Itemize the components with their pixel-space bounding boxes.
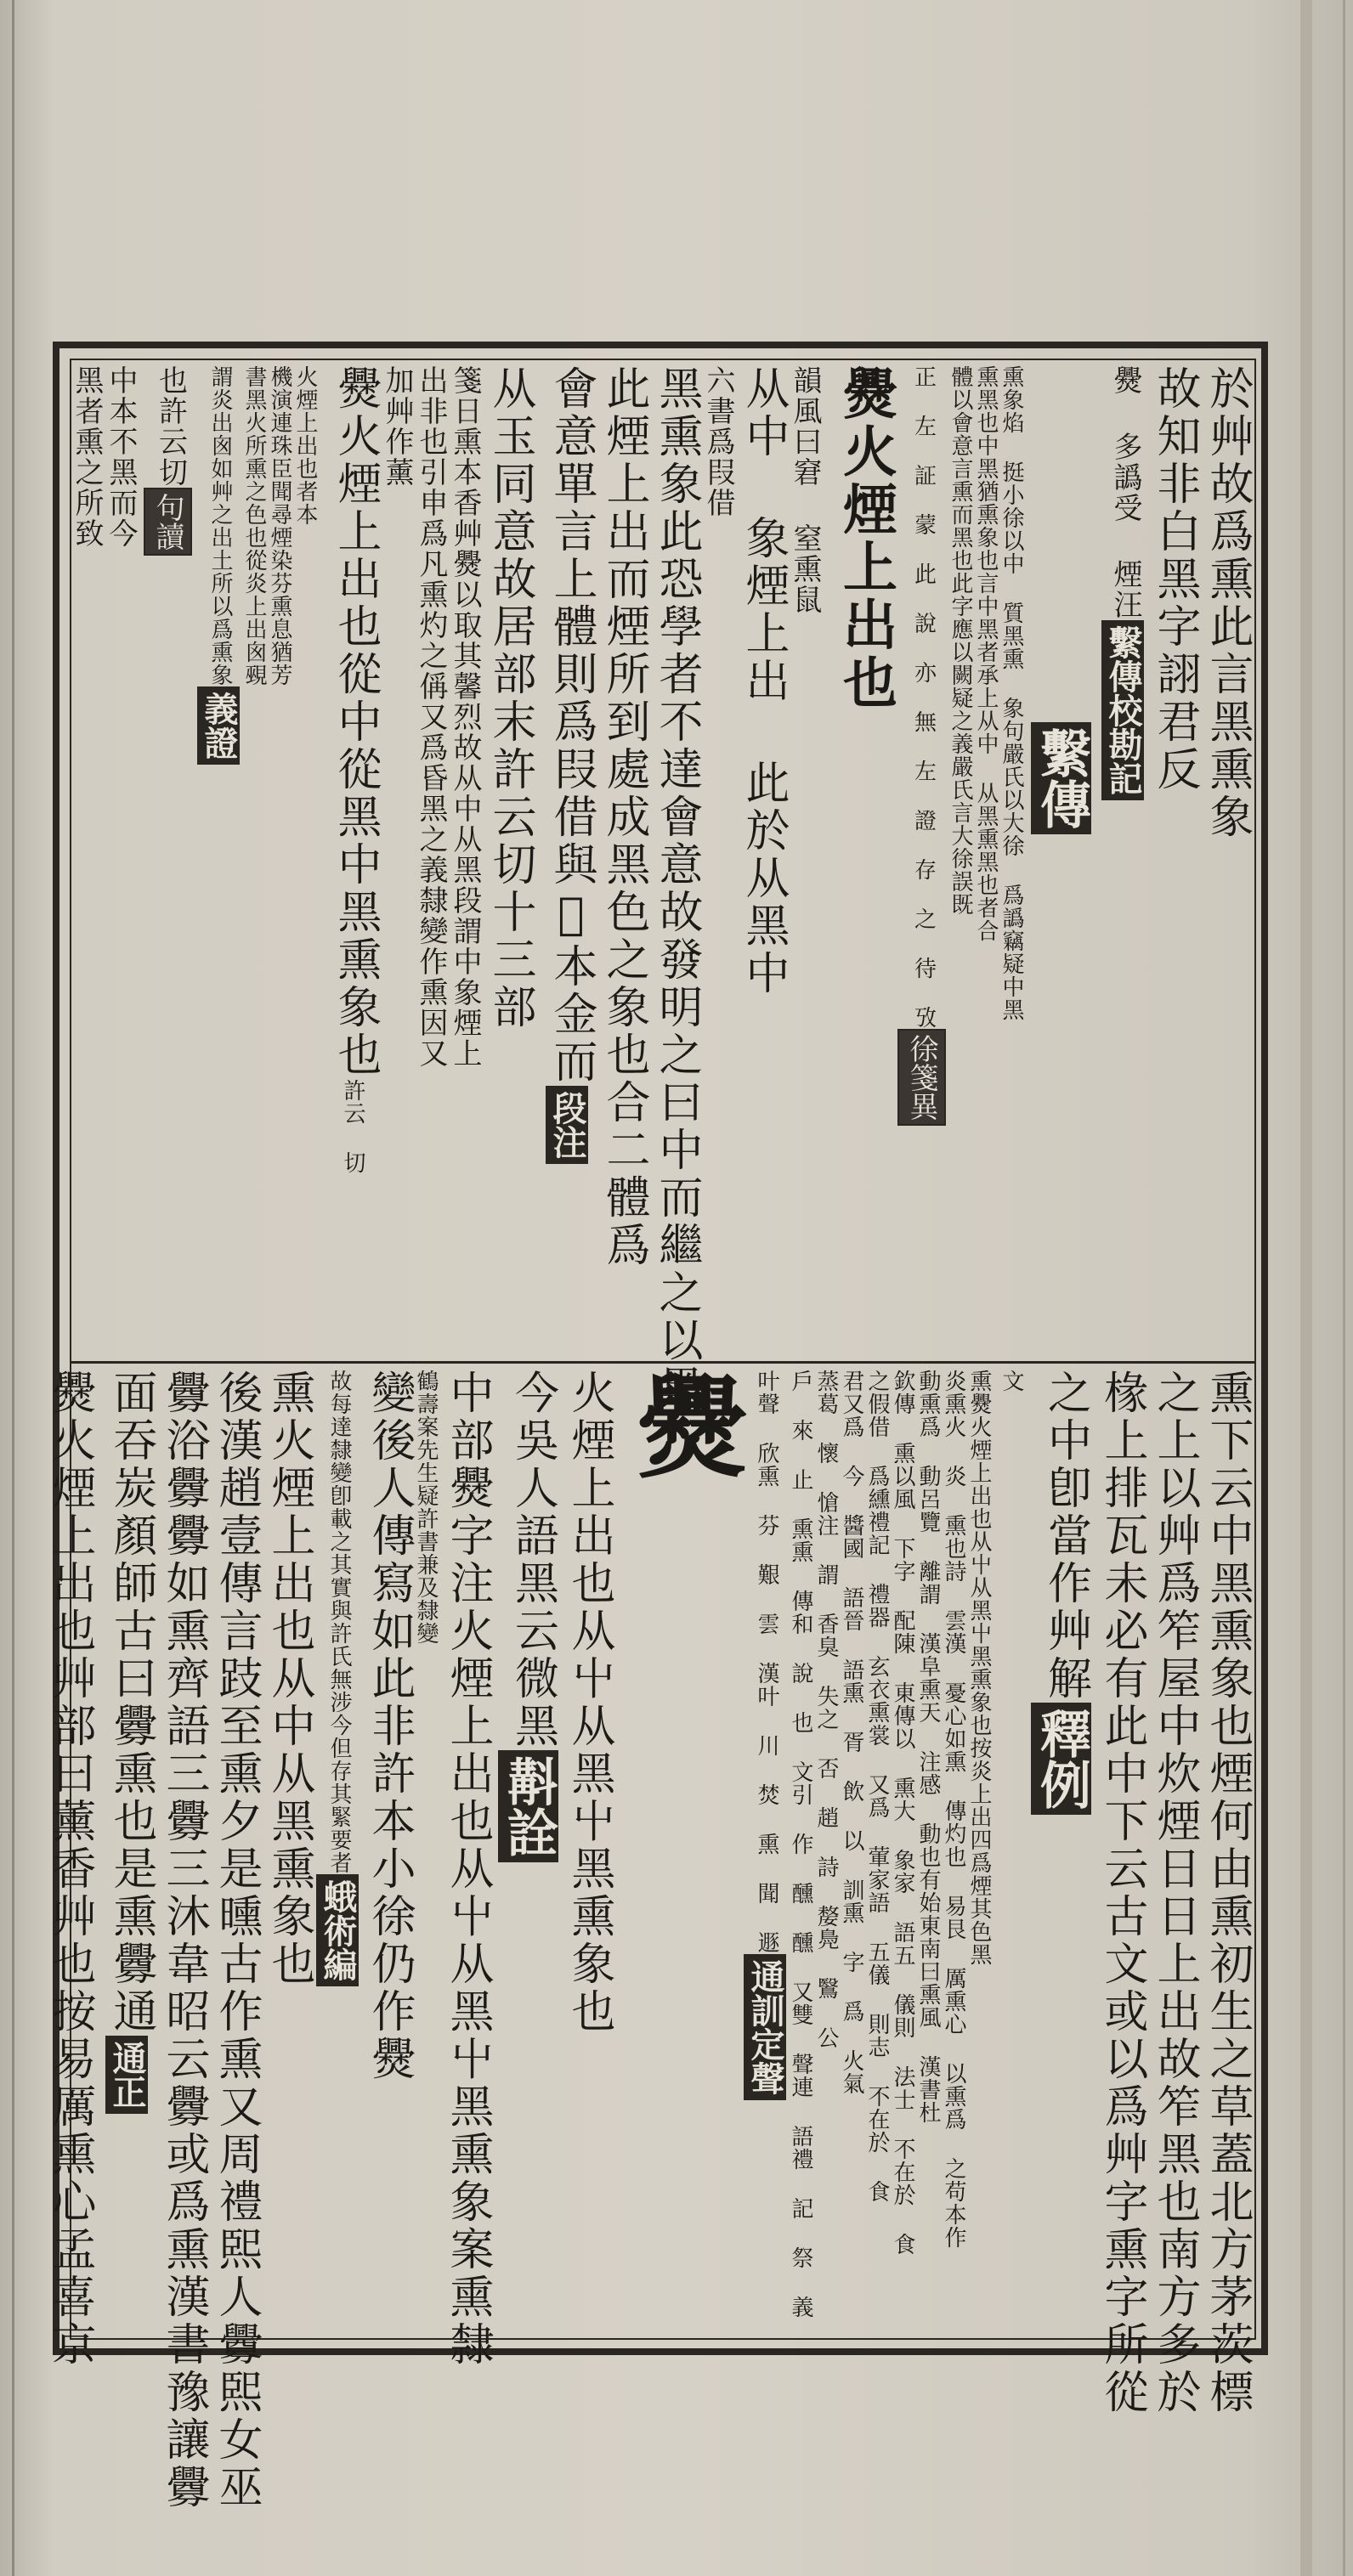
badge-yizheng: 義證: [197, 686, 240, 765]
duan-col-3-block: [541, 365, 597, 1164]
tongxun-col-5: 之假借 爲纁禮記 禮器 玄衣熏裳 又爲 葷家語 五儀 則志 不在於 食: [864, 1370, 890, 2203]
tongxun-col-7: 蒸葛 懷 愴注 謂 香臭 失之 否 趙 詩 嫠鳧 鷖 公: [813, 1370, 839, 2049]
niezhu-col-1: 變後人傳寫如此非許本小徐仍作㸑: [364, 1370, 415, 2083]
badge-xici: 繫傳: [1031, 722, 1091, 834]
binding-edge-line: [12, 0, 14, 2576]
duan-col-4: 从玉同意故居部末許云切十三部: [484, 365, 535, 1031]
tongxun-col-8: 戶 來 止 熏熏 傳和 說 也 文引 作 醺 醺 又雙 聲連 語禮 記 祭 義: [788, 1370, 813, 2319]
shili-block: [1031, 1370, 1091, 1815]
tongxun-col-4: 欽傳 熏以風 下字 配陳 東傳以 熏大 象家 語五 儀則 法士 不在於 食: [890, 1370, 915, 2256]
niezhu-badge-block: [316, 1370, 359, 1986]
jiaokan-note-1: 熏象焰 挺小徐以中 質黑熏 象句嚴氏以大徐 爲譌竊疑中黑: [999, 365, 1024, 1021]
duan-col-2: 此煙上出而煙所到處成黑色之象也合二體爲: [598, 365, 649, 1269]
jiaokan-block: [1101, 365, 1144, 800]
top-right-col-2: 故知非白黑字詡君反: [1149, 365, 1200, 794]
far-left-block: [144, 365, 192, 556]
bottom-right-col-4: 之中卽當作艸解: [1039, 1370, 1091, 1703]
yi-zheng-col-3: 書黑火所熏之色也從炎上出囪覡: [241, 365, 267, 686]
left-col-2: 釁浴釁釁如熏齊語三釁三沐韋昭云釁或爲熏漢書豫讓釁: [158, 1370, 209, 2511]
duan-note-small: 六書爲叚借: [701, 365, 735, 518]
center-entry-block: [619, 1370, 749, 1480]
badge-jiquan: 斠詮: [498, 1750, 558, 1862]
jiquan-note: 鶴壽案先生疑許書兼及隸變: [413, 1370, 439, 1645]
far-left-col-2: 中本不黑而今: [104, 365, 138, 549]
top-right-col-1: 於艸故爲熏此言黑熏象: [1202, 365, 1253, 841]
bottom-right-col-2: 之上以艸爲笮屋中炊煙日日上出故笮黑也南方多於: [1149, 1370, 1200, 2416]
yi-zheng-col-1: 火煙上出也者本: [292, 365, 318, 526]
top-section: [70, 365, 1253, 1412]
tag-xu-jian: 徐箋異: [897, 1029, 946, 1126]
center-entry-note: 今吳人語黑云微黑: [507, 1370, 558, 1750]
jiquan-col-1: 中部㸑字注火煙上出也从屮从黑屮黑熏象案熏隸: [442, 1370, 493, 2369]
badge-tongxun: 通訓定聲: [744, 1954, 786, 2100]
left-col-1: 後漢趙壹傳言跂至熏夕是曛古作熏又周禮𤋮人釁𤋮女巫: [211, 1370, 262, 2511]
tongxun-col-2: 炎熏火 炎 熏也詩 雲漢 憂心如熏 傳灼也 易艮 厲熏心 以熏爲 之苟本作: [941, 1370, 966, 2249]
yizheng-col4-block: [197, 365, 240, 765]
main-entry-gloss: 从中 象煙上出 此於从黑中: [738, 365, 789, 997]
jiquan-badge-block: [498, 1370, 558, 1862]
tongzheng-block: [100, 1370, 156, 2114]
badge-niezhu: 蛾術編: [316, 1874, 359, 1986]
duan-col-1: 黑熏象此恐學者不達會意故發明之曰中而繼之以黑: [651, 365, 702, 1412]
badge-tongzheng: 通正: [105, 2036, 148, 2114]
badge-shili: 釋例: [1031, 1703, 1091, 1815]
xu-jian-qie: 許云 切: [340, 1079, 365, 1174]
page-edge-shadow: [1300, 0, 1312, 2576]
niezhu-col-2: 故每達隸變卽載之其實與許氏無涉今但存其緊要者: [326, 1370, 352, 1874]
duan-col-3: 會意單言上體則爲叚借與𥾠本金而: [546, 365, 597, 1086]
xu-jian-col-4: 加艸作薰: [380, 365, 414, 488]
xici-badge-block: [1031, 365, 1091, 834]
bottom-right-col-1: 熏下云中黑熏象也煙何由熏初生之草蓋北方茅茨標: [1202, 1370, 1253, 2416]
tongxun-badge-block: [744, 1370, 786, 2100]
yi-zheng-col-4: 謂炎出囪如艸之出土所以爲熏象: [207, 365, 233, 686]
main-entry: 㸑火煙上出也: [834, 365, 897, 712]
main-entry-block: [829, 365, 897, 712]
left-entry: 熏火煙上出也从中从黑熏象也: [263, 1370, 314, 1988]
bottom-right-col-3: 椽上排瓦未必有此中下云古文或以爲艸字熏字所從: [1096, 1370, 1147, 2416]
xu-jian-col-2: 箋日熏本香艸㸑以取其馨烈故从中从黑段謂中象煙上: [448, 365, 482, 1069]
badge-duan: 段注: [546, 1086, 588, 1164]
tongxun-col-6: 君又爲 今 醬國 語晉 語熏 胥 飲 以 訓熏 字 爲 火氣: [839, 1370, 864, 2095]
tongxun-col-3: 動熏爲 動呂覽 離謂 漢阜熏天 注感 動也有始東南曰熏風 漢書杜: [915, 1370, 941, 2124]
xu-jian-col-3: 出非也引申爲凡熏灼之偁又爲昏黑之義隸變作熏因又: [414, 365, 448, 1069]
badge-jiaokan: 繫傳校勘記: [1101, 620, 1144, 800]
tongxun-col-9: 叶聲 欣熏 芬 艱 雲 漢叶 川 焚 熏 聞 遯: [754, 1370, 779, 1954]
yi-zheng-entry: 㸑火煙上出也從中從黑中黑熏象也: [330, 365, 381, 1079]
jiaokan-note-3: 體以會意言熏而黑也此字應以闕疑之義嚴氏言大徐誤既: [948, 365, 973, 916]
page-edge-line: [1343, 0, 1345, 2576]
main-entry-note: 韻風曰窘 窒熏鼠: [788, 365, 822, 615]
jiaokan-note-block: [897, 365, 946, 1126]
yi-zheng-col-2: 機演連珠臣聞尋煙染芬熏息猶芳: [267, 365, 292, 686]
jiaokan-note-4: 正 左 証 蒙 此 說 亦 無 左 證 存 之 待 攷: [910, 365, 937, 1029]
far-left-col-3: 黑者熏之所致: [70, 365, 104, 549]
tag-judou: 句讀: [144, 488, 192, 556]
center-entry-text: 火煙上出也从屮从黑屮黑熏象也: [563, 1370, 614, 2036]
bottom-section: [44, 1370, 1253, 2511]
jiaokan-head: 㸑 多譌受 煙汪: [1108, 365, 1142, 620]
tongxun-head-block: [997, 1370, 1022, 1393]
left-col-3: 面吞炭顏師古曰釁熏也是熏釁通: [105, 1370, 156, 2036]
yizheng-entry-block: [325, 365, 381, 1174]
bottom-far-left-col: 㸑火煙上出也艸部曰薰香艸也按易厲熏心孟喜京: [44, 1370, 95, 2369]
tongxun-col-1: 熏㸑火煙上出也从屮从黑屮黑熏象也按炎上出四爲煙其色黑: [966, 1370, 992, 1966]
center-entry-seal: 㸑: [619, 1370, 749, 1480]
wen-label: 文: [999, 1370, 1024, 1393]
far-left-col-1: 也許云切: [153, 365, 188, 488]
jiaokan-note-2: 熏黑也中黑猶熏象也言中黑者承上从中 从黑熏黑也者合: [973, 365, 999, 942]
